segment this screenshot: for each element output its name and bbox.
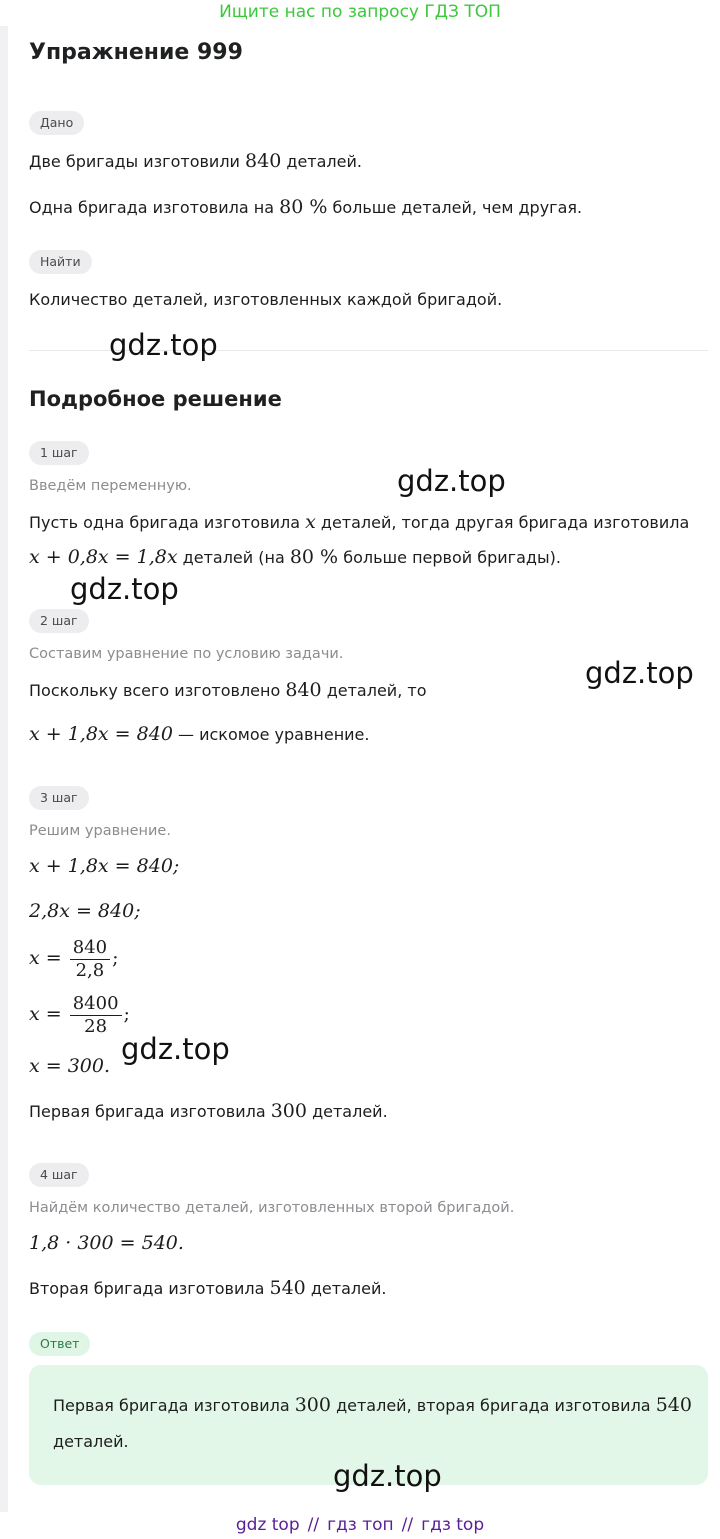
answer-number-2: 540 xyxy=(655,1394,692,1416)
step-3-chip: 3 шаг xyxy=(29,786,89,810)
given-chip: Дано xyxy=(29,111,84,135)
step-2-number: 840 xyxy=(285,679,322,701)
step-4-result xyxy=(29,1277,386,1300)
given-line-1-text-a: Две бригады изготовили xyxy=(29,152,246,171)
step-3-equation-4 xyxy=(29,993,130,1038)
watermark: gdz.top xyxy=(70,572,179,606)
step-1-line-1-text-b: деталей, тогда другая бригада изготовила xyxy=(315,513,690,532)
watermark: gdz.top xyxy=(121,1032,230,1066)
fraction-denominator: 28 xyxy=(84,1016,108,1037)
step-2-hint: Составим уравнение по условию задачи. xyxy=(29,646,344,662)
step-3-eq4-tail: ; xyxy=(123,1003,130,1025)
step-4-equation: 1,8 · 300 = 540. xyxy=(29,1232,184,1254)
given-line-2-text-b: больше деталей, чем другая. xyxy=(327,198,583,217)
answer-number-1: 300 xyxy=(294,1394,331,1416)
step-1-chip: 1 шаг xyxy=(29,441,89,465)
fraction-denominator: 2,8 xyxy=(75,960,105,981)
answer-text-c: деталей. xyxy=(53,1432,129,1451)
step-2-line-2-text: — искомое уравнение. xyxy=(172,725,370,744)
step-1-line-2-text-b: больше первой бригады). xyxy=(338,548,561,567)
step-3-result-text-a: Первая бригада изготовила xyxy=(29,1102,271,1121)
solution-title: Подробное решение xyxy=(29,387,282,411)
watermark: gdz.top xyxy=(585,656,694,690)
fraction-numerator: 840 xyxy=(70,937,110,960)
answer-text xyxy=(53,1387,693,1460)
step-2-line-1-text-a: Поскольку всего изготовлено xyxy=(29,681,286,700)
step-4-result-text-b: деталей. xyxy=(305,1279,387,1298)
step-3-hint: Решим уравнение. xyxy=(29,823,171,839)
footer-separator: // xyxy=(401,1515,414,1535)
fraction-numerator: 8400 xyxy=(70,993,122,1016)
step-2-line-1-text-b: деталей, то xyxy=(321,681,427,700)
footer-links xyxy=(0,1512,720,1539)
step-2-chip: 2 шаг xyxy=(29,609,89,633)
step-3-result xyxy=(29,1100,388,1123)
given-line-1-text-b: деталей. xyxy=(281,152,362,171)
step-1-expression: x + 0,8x = 1,8x xyxy=(29,546,178,568)
top-banner[interactable]: Ищите нас по запросу ГДЗ ТОП xyxy=(219,2,501,22)
given-line-2-percent: 80 % xyxy=(279,196,328,218)
step-1-line-2-text-a: деталей (на xyxy=(177,548,290,567)
step-3-eq3-lhs: x = xyxy=(29,947,68,969)
footer-link-gdz-top-ru[interactable]: гдз топ xyxy=(327,1515,394,1535)
step-2-line-2 xyxy=(29,723,369,746)
step-1-hint: Введём переменную. xyxy=(29,478,192,494)
answer-chip: Ответ xyxy=(29,1332,90,1356)
step-2-line-1 xyxy=(29,679,426,702)
step-1-line-1 xyxy=(29,511,689,534)
step-1-line-2 xyxy=(29,546,561,569)
given-line-2 xyxy=(29,196,582,219)
step-3-equation-5: x = 300. xyxy=(29,1055,111,1077)
step-4-result-text-a: Вторая бригада изготовила xyxy=(29,1279,270,1298)
given-line-1 xyxy=(29,150,362,173)
given-line-2-text-a: Одна бригада изготовила на xyxy=(29,198,280,217)
footer-link-gdz-top-mixed[interactable]: гдз top xyxy=(421,1515,485,1535)
step-3-equation-3 xyxy=(29,937,118,982)
step-3-eq4-lhs: x = xyxy=(29,1003,68,1025)
answer-text-a: Первая бригада изготовила xyxy=(53,1396,295,1415)
exercise-title: Упражнение 999 xyxy=(29,40,243,65)
watermark: gdz.top xyxy=(109,328,218,362)
page-gutter xyxy=(0,26,8,1512)
footer-separator: // xyxy=(307,1515,320,1535)
watermark: gdz.top xyxy=(333,1459,442,1493)
step-4-hint: Найдём количество деталей, изготовленных второй бригадой. xyxy=(29,1200,515,1216)
watermark: gdz.top xyxy=(397,464,506,498)
given-line-1-number: 840 xyxy=(245,150,282,172)
step-3-equation-2: 2,8x = 840; xyxy=(29,900,141,922)
step-1-line-1-text-a: Пусть одна бригада изготовила xyxy=(29,513,306,532)
step-4-chip: 4 шаг xyxy=(29,1163,89,1187)
step-1-percent: 80 % xyxy=(289,546,339,568)
find-text: Количество деталей, изготовленных каждой бригадой. xyxy=(29,290,503,309)
step-4-result-number: 540 xyxy=(269,1277,306,1299)
step-1-variable: x xyxy=(305,511,316,533)
find-chip: Найти xyxy=(29,250,92,274)
answer-text-b: деталей, вторая бригада изготовила xyxy=(330,1396,656,1415)
step-3-result-text-b: деталей. xyxy=(306,1102,388,1121)
fraction-8400-over-28 xyxy=(70,993,122,1038)
footer-link-gdz-top[interactable]: gdz top xyxy=(235,1515,300,1535)
step-3-eq3-tail: ; xyxy=(112,947,119,969)
step-3-equation-1: x + 1,8x = 840; xyxy=(29,855,180,877)
step-2-equation: x + 1,8x = 840 xyxy=(29,723,173,745)
fraction-840-over-2-8 xyxy=(70,937,110,982)
step-3-result-number: 300 xyxy=(270,1100,307,1122)
